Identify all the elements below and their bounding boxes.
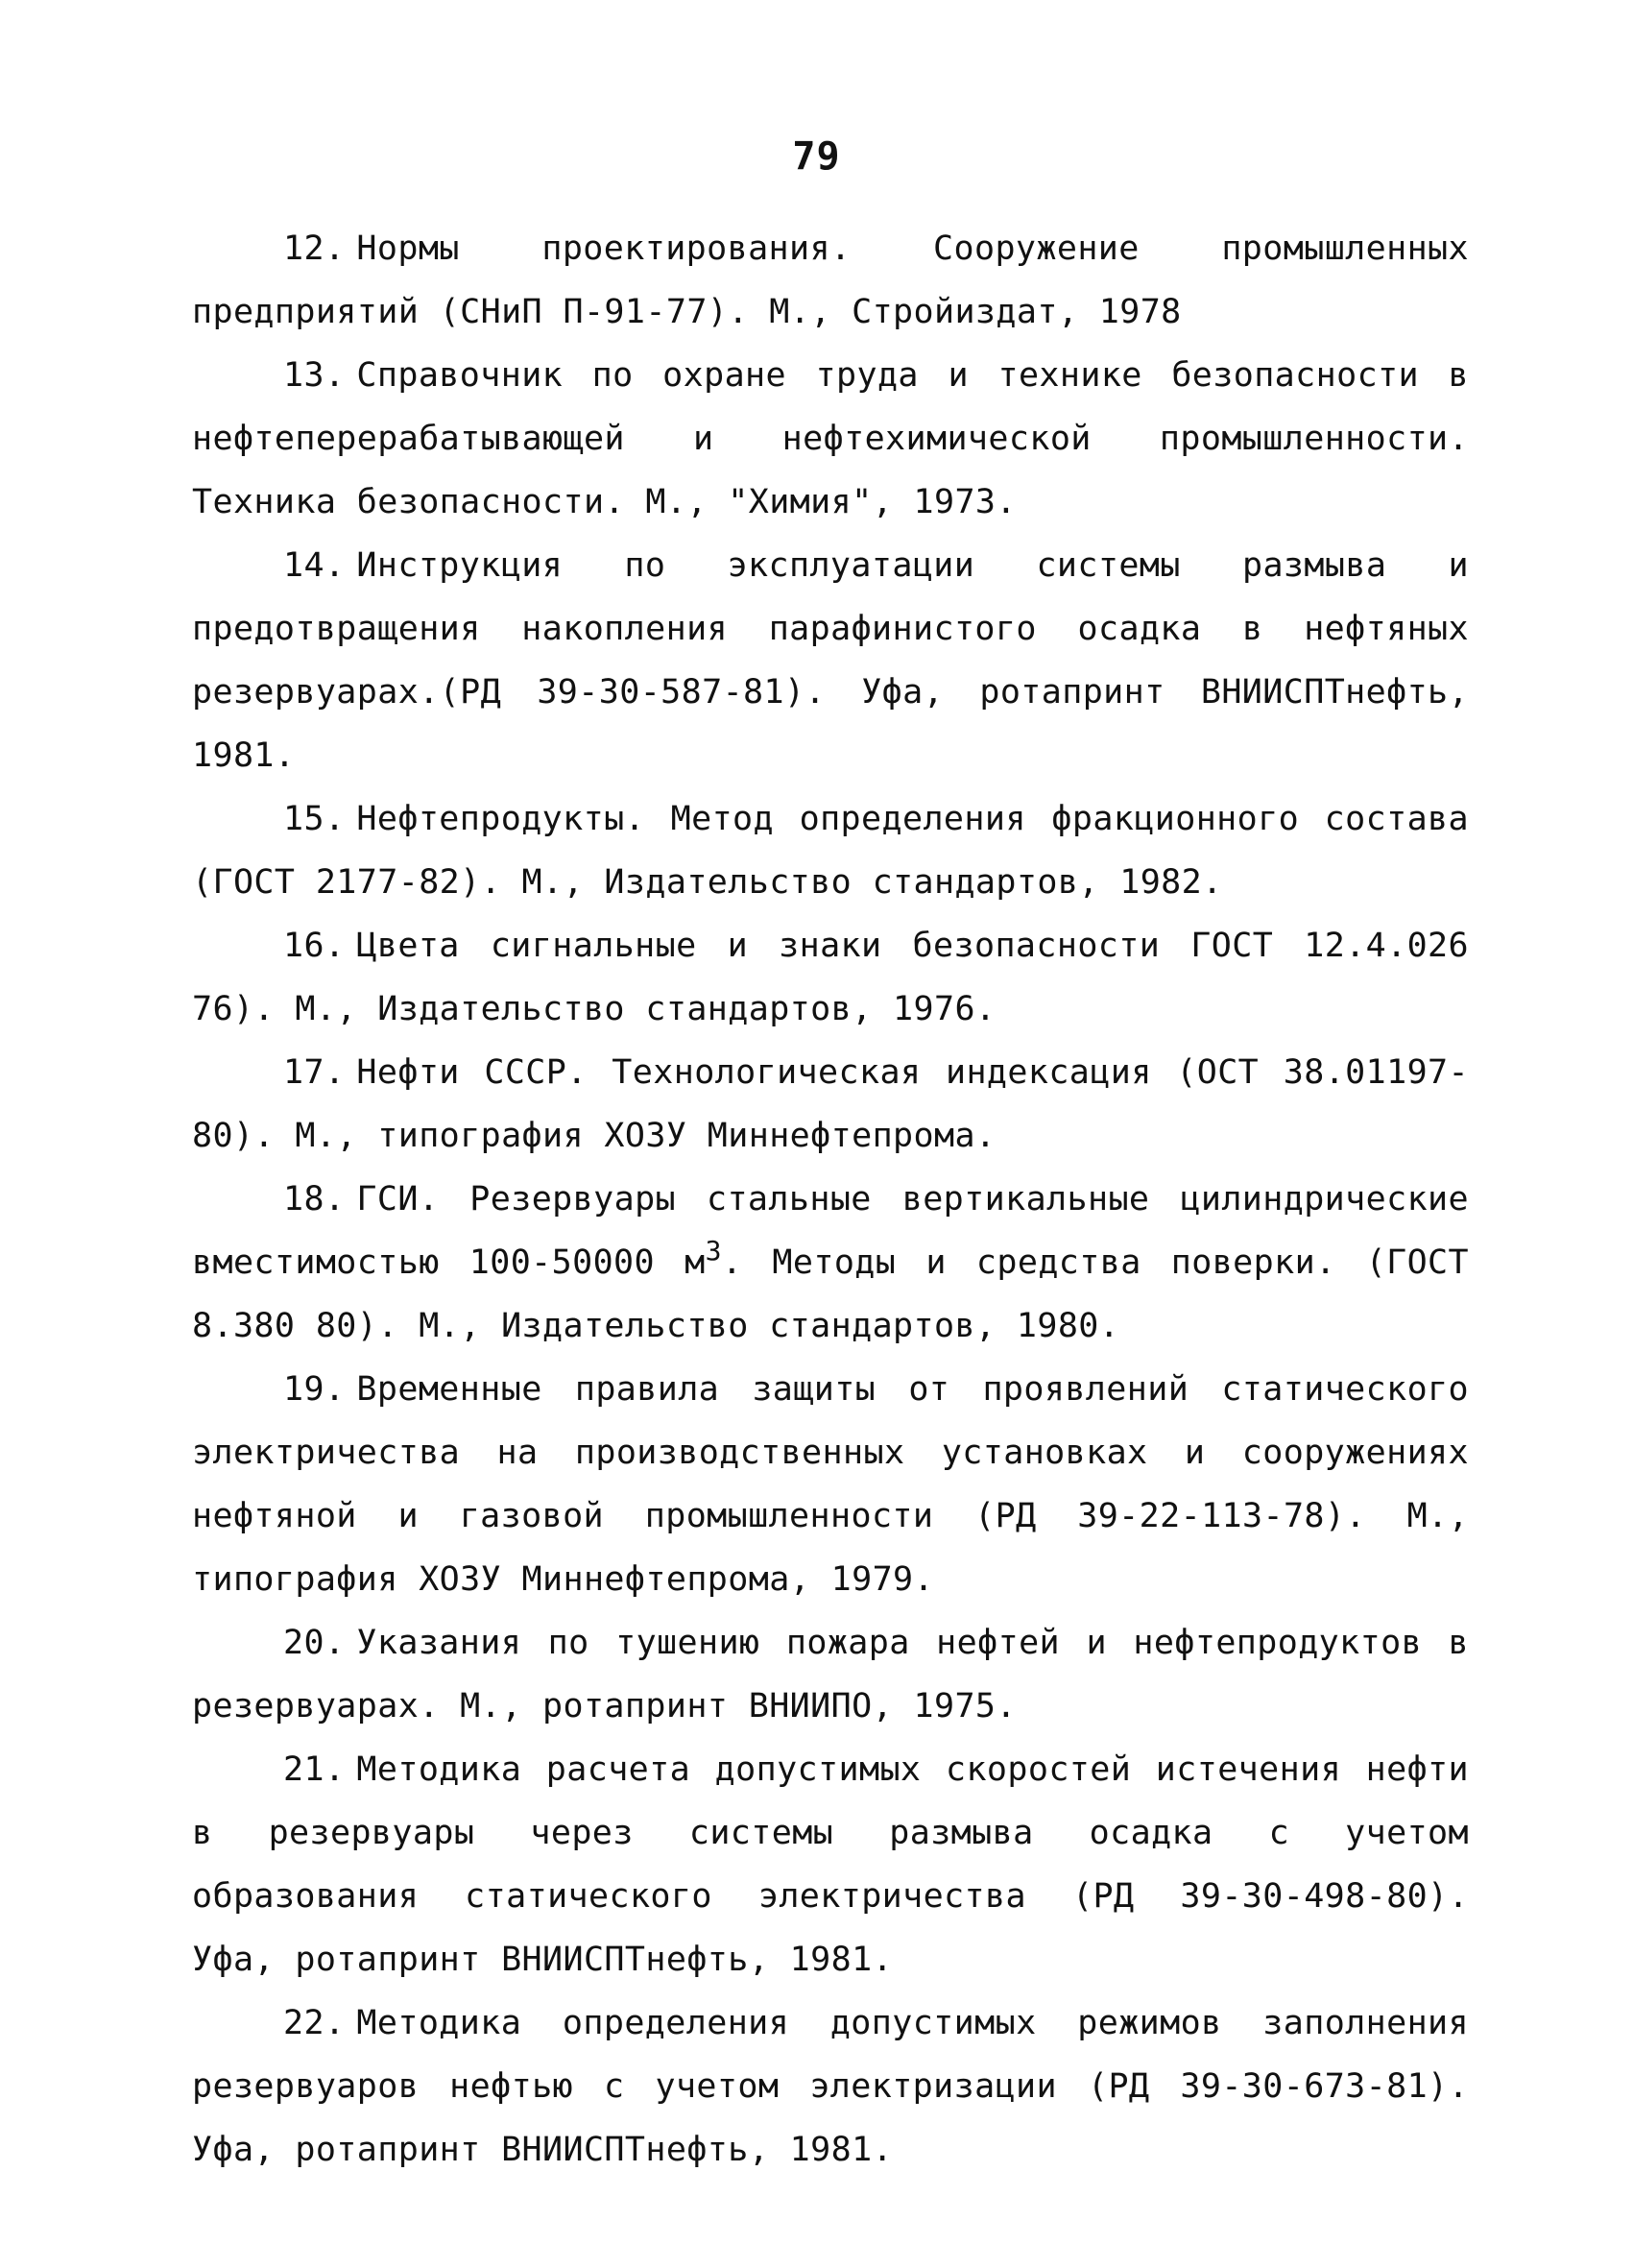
- reference-text: Методика определения допустимых режимов заполнения резервуаров нефтью с учетом электризации (РД 39-30-673-81). Уфа, ротапринт ВНИИСПТнефть, 1981.: [192, 2004, 1469, 2169]
- reference-text: Нефти СССР. Технологическая индексация (ОСТ 38.01197-80). М., типография ХОЗУ Миннефтепрома.: [192, 1053, 1469, 1155]
- reference-text: Методика расчета допустимых скоростей истечения нефти в резервуары через системы размыва осадка с учетом образования статического электричества (РД 39-30-498-80). Уфа, ротапринт ВНИИСПТнефть, 1981.: [192, 1750, 1469, 1979]
- reference-item-22: [192, 1991, 1469, 2182]
- superscript-cubic: 3: [705, 1235, 722, 1267]
- reference-number: 19.: [283, 1370, 346, 1409]
- reference-item-16: [192, 914, 1469, 1041]
- reference-item-20: [192, 1611, 1469, 1738]
- reference-item-12: [192, 217, 1469, 344]
- reference-number: 13.: [283, 356, 346, 395]
- reference-item-17: [192, 1041, 1469, 1168]
- reference-item-14: [192, 534, 1469, 787]
- reference-text: Нормы проектирования. Сооружение промышленных предприятий (СНиП П-91-77). М., Стройиздат, 1978: [192, 229, 1469, 331]
- reference-number: 20.: [283, 1624, 346, 1662]
- reference-text: Инструкция по эксплуатации системы размыва и предотвращения накопления парафинистого осадка в нефтяных резервуарах.(РД 39-30-587-81). Уфа, ротапринт ВНИИСПТнефть, 1981.: [192, 546, 1469, 775]
- reference-text-before: ГСИ. Резервуары стальные вертикальные цилиндрические вместимостью 100-50000 м: [192, 1180, 1469, 1282]
- reference-number: 21.: [283, 1750, 346, 1789]
- reference-item-21: [192, 1738, 1469, 1991]
- reference-number: 17.: [283, 1053, 346, 1092]
- reference-text: Временные правила защиты от проявлений статического электричества на производственных установках и сооружениях нефтяной и газовой промышленности (РД 39-22-113-78). М., типография ХОЗУ Миннефтепрома, 1979.: [192, 1370, 1469, 1599]
- reference-list: [192, 217, 1469, 2182]
- reference-text-after: . Методы и средства поверки. (ГОСТ 8.380 80). М., Издательство стандартов, 1980.: [192, 1243, 1469, 1345]
- reference-number: 12.: [283, 229, 346, 268]
- reference-text: Указания по тушению пожара нефтей и нефтепродуктов в резервуарах. М., ротапринт ВНИИПО, 1975.: [192, 1624, 1469, 1725]
- reference-number: 22.: [283, 2004, 346, 2042]
- reference-text: Справочник по охране труда и технике безопасности в нефтеперерабатывающей и нефтехимической промышленности. Техника безопасности. М., "Химия", 1973.: [192, 356, 1469, 521]
- reference-item-18: [192, 1168, 1469, 1358]
- reference-number: 14.: [283, 546, 346, 585]
- reference-item-19: [192, 1358, 1469, 1611]
- reference-number: 15.: [283, 800, 346, 838]
- reference-text: Цвета сигнальные и знаки безопасности ГОСТ 12.4.026 76). М., Издательство стандартов, 1976.: [192, 927, 1469, 1028]
- reference-number: 16.: [283, 927, 346, 965]
- reference-item-13: [192, 344, 1469, 534]
- page-number: 79: [792, 134, 841, 179]
- reference-number: 18.: [283, 1180, 346, 1218]
- reference-text: Нефтепродукты. Метод определения фракционного состава (ГОСТ 2177-82). М., Издательство стандартов, 1982.: [192, 800, 1469, 902]
- reference-item-15: [192, 787, 1469, 914]
